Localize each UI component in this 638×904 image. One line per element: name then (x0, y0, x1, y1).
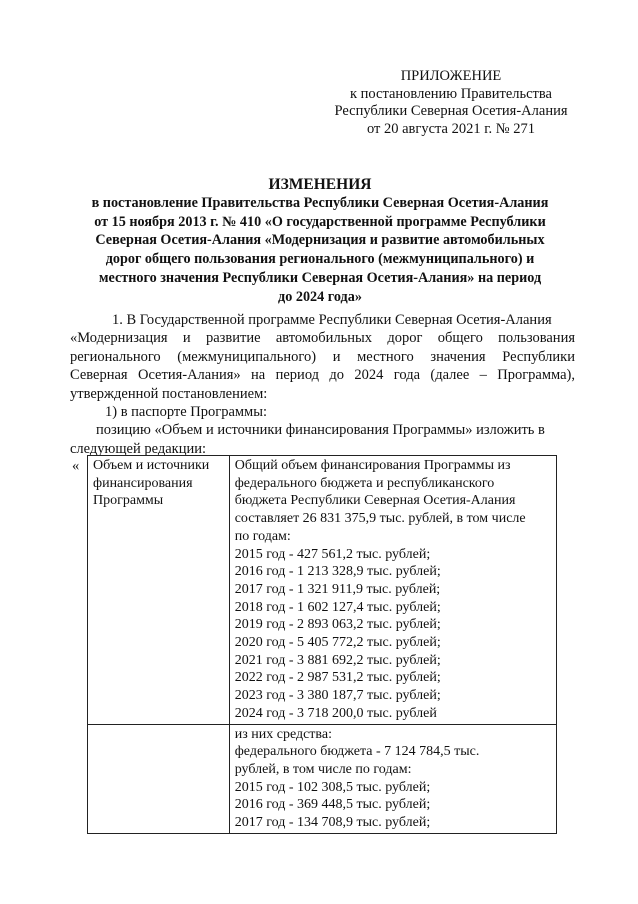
row-label-line: финансирования (93, 475, 193, 491)
subtitle-line: до 2024 года» (278, 288, 362, 305)
paragraph-3-line: позицию «Объем и источники финансирования Программы» изложить в (96, 422, 545, 439)
table-row (88, 724, 557, 833)
cell-line: федерального бюджета и республиканского (234, 475, 495, 491)
document-body (70, 311, 575, 458)
cell-line: рублей, в том числе по годам: (234, 761, 412, 777)
cell-line: из них средства: (234, 726, 332, 742)
year-amount: 2017 год - 1 321 911,9 тыс. рублей; (234, 581, 441, 597)
row-label-cell (88, 456, 230, 725)
paragraph-1-line: Северная Осетия-Алания» на период до 2024 года (далее – Программа), (70, 367, 575, 384)
year-amount: 2018 год - 1 602 127,4 тыс. рублей; (234, 599, 441, 615)
year-amount: 2022 год - 2 987 531,2 тыс. рублей; (234, 670, 441, 686)
subtitle-line: местного значения Республики Северная Осетия-Алания» на период (98, 269, 542, 286)
appendix-title: ПРИЛОЖЕНИЕ (400, 68, 502, 84)
appendix-line: Республики Северная Осетия-Алания (334, 103, 568, 119)
total-financing-cell (229, 456, 556, 725)
year-amount: 2015 год - 427 561,2 тыс. рублей; (234, 546, 431, 562)
paragraph-2: 1) в паспорте Программы: (105, 404, 267, 421)
cell-line: Общий объем финансирования Программы из (234, 458, 511, 473)
year-amount: 2015 год - 102 308,5 тыс. рублей; (234, 779, 431, 795)
table-row (88, 456, 557, 725)
paragraph-3-line: следующей редакции: (70, 440, 207, 457)
subtitle-line: от 15 ноября 2013 г. № 410 «О государственной программе Республики (94, 213, 546, 230)
document-heading: ИЗМЕНЕНИЯ (268, 176, 372, 193)
subtitle-line: дорог общего пользования регионального (межмуниципального) и (105, 251, 535, 268)
subtitle-line: Северная Осетия-Алания «Модернизация и развитие автомобильных (95, 232, 545, 249)
paragraph-1-line: «Модернизация и развитие автомобильных дорог общего пользования (70, 330, 575, 347)
year-amount: 2017 год - 134 708,9 тыс. рублей; (234, 815, 431, 831)
cell-line: федерального бюджета - 7 124 784,5 тыс. (234, 744, 480, 760)
year-amount: 2020 год - 5 405 772,2 тыс. рублей; (234, 635, 441, 651)
document-subtitle (70, 194, 570, 306)
year-amount: 2021 год - 3 881 692,2 тыс. рублей; (234, 652, 441, 668)
year-amount: 2024 год - 3 718 200,0 тыс. рублей (234, 705, 437, 721)
subtitle-line: в постановление Правительства Республики Северная Осетия-Алания (91, 195, 549, 211)
year-amount: 2023 год - 3 380 187,7 тыс. рублей; (234, 688, 441, 704)
federal-financing-cell (229, 724, 556, 833)
financing-table (87, 455, 557, 834)
paragraph-1-line: 1. В Государственной программе Республики Северная Осетия-Алания (112, 312, 552, 328)
year-amount: 2016 год - 369 448,5 тыс. рублей; (234, 797, 431, 813)
cell-line: бюджета Республики Северная Осетия-Алания (234, 493, 516, 509)
row-label-line: Объем и источники (93, 458, 210, 473)
appendix-line: к постановлению Правительства (350, 85, 552, 102)
row-label-line: Программы (93, 493, 164, 509)
paragraph-1-line: регионального (межмуниципального) и местного значения Республики (70, 348, 575, 365)
cell-line: по годам: (234, 528, 291, 544)
paragraph-1-line: утвержденной постановлением: (70, 385, 268, 402)
empty-label-cell (88, 724, 230, 833)
appendix-date-line: от 20 августа 2021 г. № 271 (366, 120, 536, 137)
appendix-header (320, 68, 582, 138)
year-amount: 2019 год - 2 893 063,2 тыс. рублей; (234, 617, 441, 633)
year-amount: 2016 год - 1 213 328,9 тыс. рублей; (234, 564, 441, 580)
opening-quote-mark: « (72, 458, 80, 474)
cell-line: составляет 26 831 375,9 тыс. рублей, в том числе (234, 511, 526, 527)
document-title-block (70, 175, 570, 306)
